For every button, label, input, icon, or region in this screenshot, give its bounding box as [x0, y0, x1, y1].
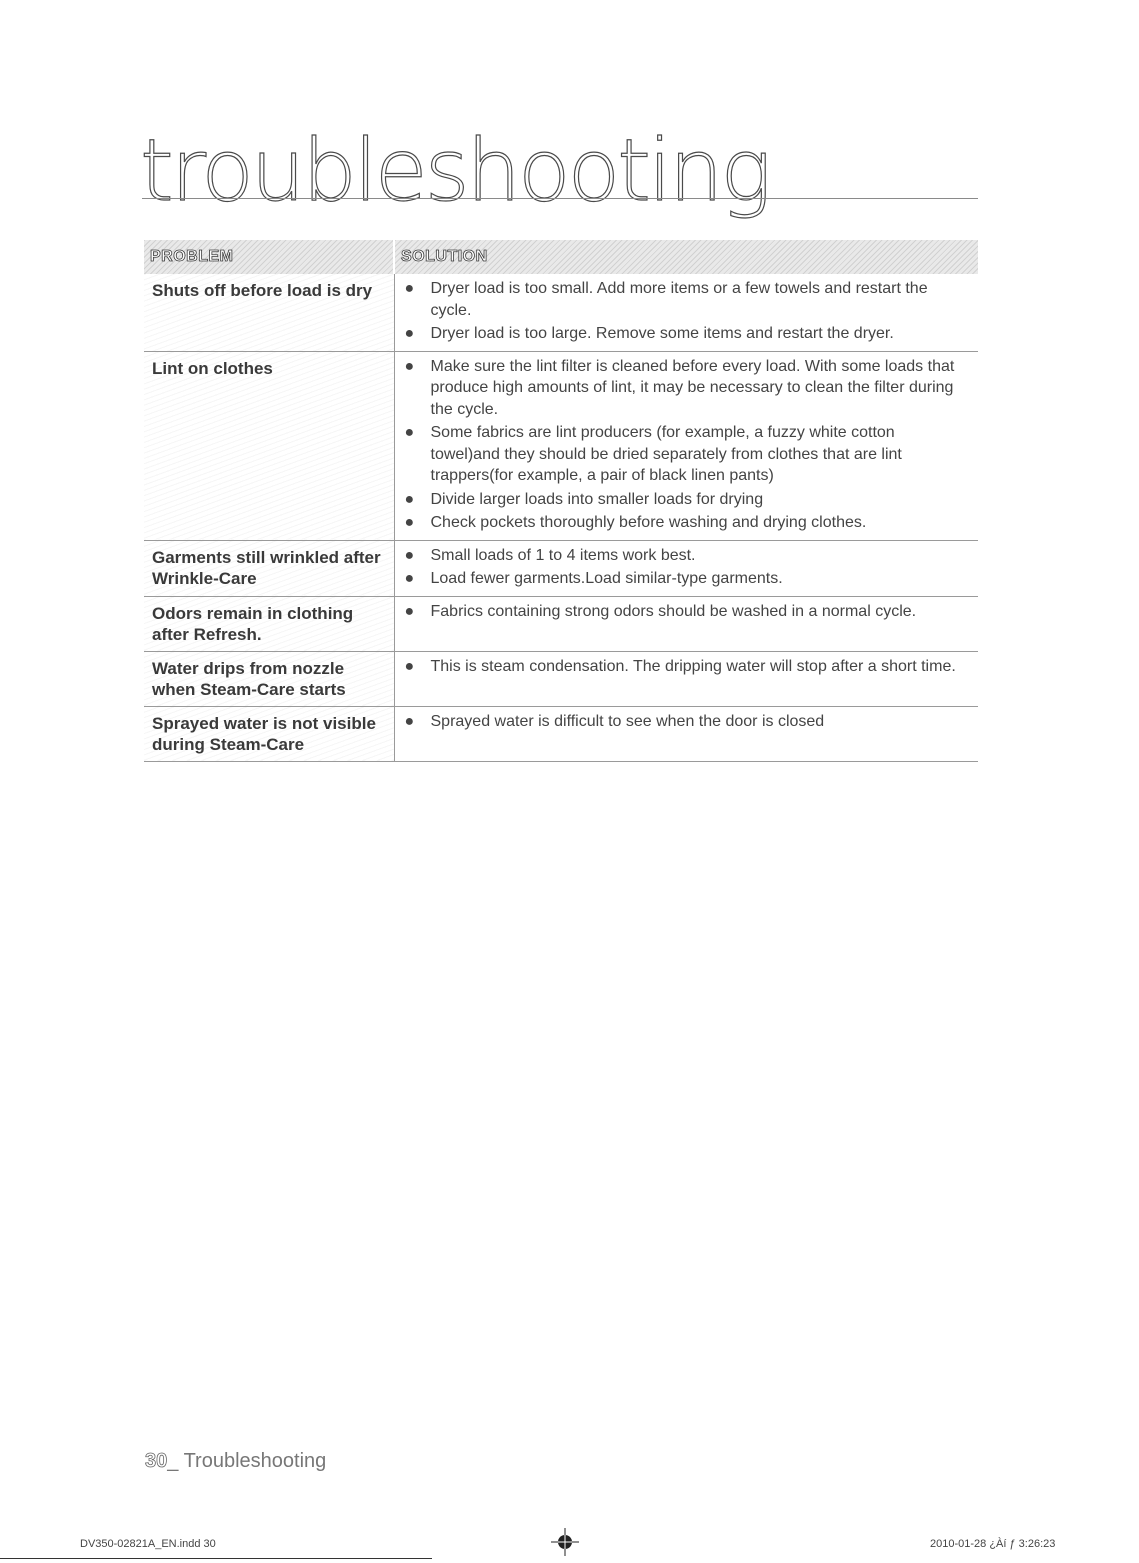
solution-item	[405, 601, 967, 623]
solution-cell	[394, 596, 978, 651]
solution-cell	[394, 351, 978, 540]
solution-item	[405, 568, 967, 590]
solution-cell	[394, 706, 978, 761]
solution-text: Check pockets thoroughly before washing and drying clothes.	[430, 514, 867, 531]
bullet-icon: ●	[404, 325, 415, 342]
page-number: 30	[145, 1450, 168, 1472]
solution-cell	[394, 274, 978, 351]
problem-cell: Shuts off before load is dry	[144, 274, 394, 351]
file-name: DV350-02821A_EN.indd 30	[80, 1538, 216, 1550]
bullet-icon: ●	[404, 514, 415, 531]
section-name: _ Troubleshooting	[167, 1450, 327, 1472]
solution-list	[405, 545, 967, 590]
solution-item	[405, 512, 967, 534]
solution-cell	[394, 540, 978, 596]
solution-item	[405, 422, 967, 487]
solution-text: Dryer load is too large. Remove some items and restart the dryer.	[430, 325, 894, 342]
bullet-icon: ●	[404, 490, 415, 508]
solution-cell	[394, 651, 978, 706]
print-timestamp: 2010-01-28 ¿Àí ƒ 3:26:23	[930, 1538, 1056, 1550]
solution-list	[405, 711, 967, 733]
problem-cell: Sprayed water is not visible during Steam-Care	[144, 706, 394, 761]
bullet-icon: ●	[404, 424, 415, 441]
problem-cell: Water drips from nozzle when Steam-Care starts	[144, 651, 394, 706]
table-row	[144, 706, 978, 761]
problem-cell: Garments still wrinkled after Wrinkle-Care	[144, 540, 394, 596]
table-row	[144, 596, 978, 651]
bullet-icon: ●	[404, 357, 415, 375]
bullet-icon: ●	[404, 280, 415, 297]
table-row	[144, 351, 978, 540]
solution-item	[405, 356, 967, 421]
bullet-icon: ●	[404, 602, 415, 620]
page-title: troubleshooting	[140, 121, 769, 221]
solution-item	[405, 278, 967, 321]
solution-list	[405, 601, 967, 623]
problem-cell: Lint on clothes	[144, 351, 394, 540]
solution-list	[405, 278, 967, 345]
solution-item	[405, 545, 967, 567]
table-row	[144, 274, 978, 351]
solution-item	[405, 711, 967, 733]
solution-text: Dryer load is too small. Add more items or a few towels and restart the cycle.	[430, 280, 928, 319]
table-header-row	[144, 240, 978, 274]
trim-line	[0, 1558, 432, 1559]
solution-item	[405, 323, 967, 345]
table-body	[144, 274, 978, 761]
registration-mark-icon	[551, 1528, 579, 1556]
bullet-icon: ●	[404, 657, 415, 675]
table-row	[144, 651, 978, 706]
troubleshooting-table	[144, 240, 978, 762]
bullet-icon: ●	[404, 570, 415, 587]
solution-text: Some fabrics are lint producers (for example, a fuzzy white cotton towel)and they should be dried separately from clothes that are lint trappers(for example, a pair of black linen pants)	[430, 424, 902, 484]
title-divider	[142, 198, 978, 199]
solution-text: Fabrics containing strong odors should be washed in a normal cycle.	[430, 602, 917, 620]
header-solution: SOLUTION	[394, 240, 978, 274]
solution-item	[405, 489, 967, 511]
solution-text: Sprayed water is difficult to see when the door is closed	[430, 712, 825, 730]
solution-text: Make sure the lint filter is cleaned before every load. With some loads that produce high amounts of lint, it may be necessary to clean the filter during the cycle.	[430, 357, 955, 418]
bullet-icon: ●	[404, 546, 415, 564]
bullet-icon: ●	[404, 712, 415, 730]
solution-text: Divide larger loads into smaller loads for drying	[430, 490, 764, 508]
problem-cell: Odors remain in clothing after Refresh.	[144, 596, 394, 651]
solution-text: Small loads of 1 to 4 items work best.	[430, 546, 696, 564]
solution-list	[405, 656, 967, 678]
solution-list	[405, 356, 967, 534]
solution-text: Load fewer garments.Load similar-type garments.	[430, 570, 783, 587]
page-footer	[145, 1450, 326, 1473]
solution-item	[405, 656, 967, 678]
header-problem: PROBLEM	[144, 240, 394, 274]
table-row	[144, 540, 978, 596]
solution-text: This is steam condensation. The dripping water will stop after a short time.	[430, 657, 956, 675]
